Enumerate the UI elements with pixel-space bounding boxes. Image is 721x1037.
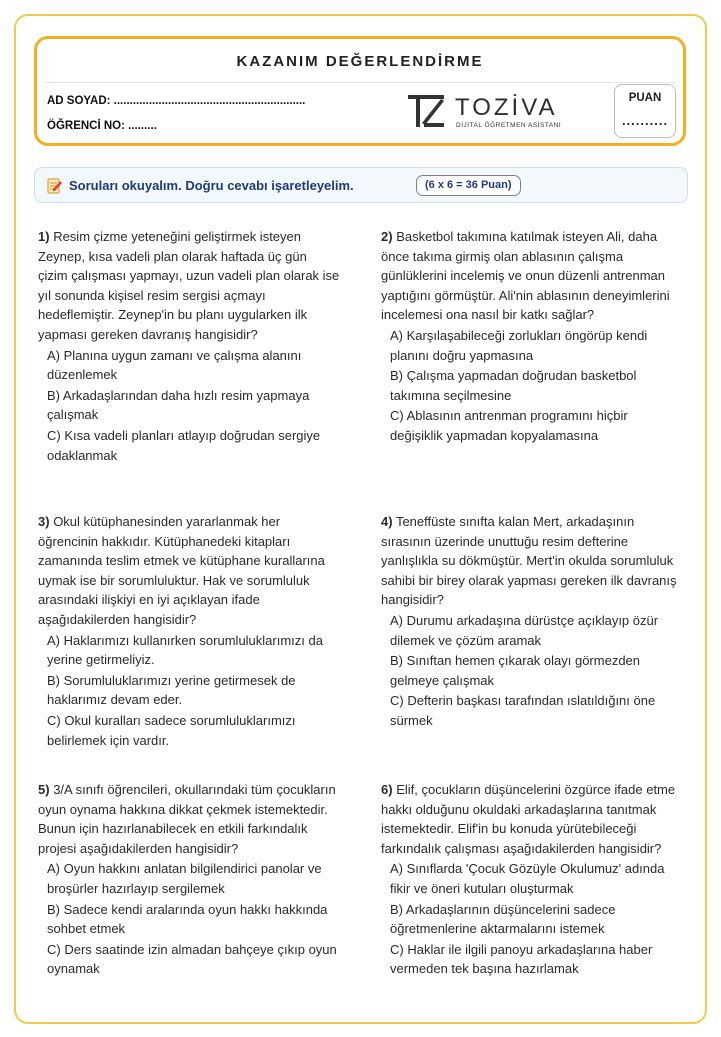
question-2: [381, 227, 683, 446]
question-number: 3): [38, 514, 50, 529]
question-stem: [381, 227, 683, 325]
score-label: PUAN: [628, 92, 662, 104]
option-a[interactable]: A) Haklarımızı kullanırken sorumluluklarımızı da yerine getirmeliyiz.: [47, 632, 323, 668]
question-text: Basketbol takımına katılmak isteyen Ali, daha önce takıma girmiş olan ablasının çalışma günlüklerini incelemiş ve onun düzenli antrenman yaptığını görmüştür. Ali'nin ablasının deneyimlerini incelemesi ona nasıl bir katkı sağlar?: [381, 229, 670, 323]
logo-name: TOZİVA: [455, 94, 558, 121]
question-text: Elif, çocukların düşüncelerini özgürce ifade etme hakkı olduğunu okuldaki arkadaşlarına tanıtmak istemektedir. Elif'in bu konuda yürütebileceği farkındalık çalışması aşağıdakilerden hangisidir?: [381, 782, 676, 856]
question-6: [381, 780, 683, 979]
score-box: [614, 84, 676, 138]
option-a[interactable]: A) Planına uygun zamanı ve çalışma alanını düzenlemek: [47, 347, 302, 383]
instruction-text: Soruları okuyalım. Doğru cevabı işaretleyelim.: [69, 178, 354, 193]
question-number: 1): [38, 229, 50, 244]
option-b[interactable]: B) Arkadaşlarından daha hızlı resim yapmaya çalışmak: [47, 387, 310, 423]
option-b[interactable]: B) Sadece kendi aralarında oyun hakkı hakkında sohbet etmek: [47, 901, 328, 937]
question-number: 2): [381, 229, 393, 244]
question-text: Okul kütüphanesinden yararlanmak her öğrencinin hakkıdır. Kütüphanedeki kitapları zamanında teslim etmek ve kütüphane kurallarına uymak ise bir sorumluluktur. Hak ve sorumluluk arasındaki ilişkiyi en iyi açıklayan ifade aşağıdakilerden hangisidir?: [38, 514, 325, 627]
question-number: 4): [381, 514, 393, 529]
title-divider: [45, 82, 675, 83]
question-stem: [38, 780, 340, 858]
question-text: 3/A sınıfı öğrencileri, okullarındaki tüm çocukların oyun oynama hakkına dikkat çekmek istemektedir. Bunun için hazırlanabilecek en etkili farkındalık projesi aşağıdakilerden hangisidir?: [38, 782, 336, 856]
logo-subtitle: DİJİTAL ÖĞRETMEN ASİSTANI: [456, 122, 562, 129]
question-1: [38, 227, 340, 465]
header-box: [34, 36, 686, 146]
option-b[interactable]: B) Sınıftan hemen çıkarak olayı görmezden gelmeye çalışmak: [390, 653, 641, 688]
question-stem: [381, 780, 683, 858]
page-title: KAZANIM DEĞERLENDİRME: [236, 53, 484, 70]
option-c[interactable]: C) Ablasının antrenman programını hiçbir değişiklik yapmadan kopyalamasına: [390, 408, 628, 443]
option-c[interactable]: C) Kısa vadeli planları atlayıp doğrudan sergiye odaklanmak: [47, 427, 321, 463]
question-text: Teneffüste sınıfta kalan Mert, arkadaşının sırasının üzerinde unuttuğu resim defterine yanlışlıkla su dökmüştür. Mert'in okulda sorumluluk sahibi bir birey olarak yapması gereken ilk davranış hangisidir?: [381, 514, 677, 608]
toziva-logo: [407, 92, 567, 132]
points-badge: (6 x 6 = 36 Puan): [416, 175, 521, 196]
instruction-bar: [34, 167, 688, 203]
memo-pencil-icon: [47, 177, 63, 195]
score-value-field[interactable]: ..........: [621, 113, 669, 128]
question-3: [38, 512, 340, 750]
question-stem: [38, 227, 340, 345]
logo-mark-icon: [407, 92, 445, 130]
name-field[interactable]: AD SOYAD: ............................................................: [47, 95, 306, 107]
option-c[interactable]: C) Okul kuralları sadece sorumluluklarımızı belirlemek için vardır.: [47, 712, 296, 748]
question-text: Resim çizme yeteneğini geliştirmek isteyen Zeynep, kısa vadeli plan olarak haftada üç gün çizim çalışması yapmayı, uzun vadeli plan olarak ise yıl sonunda kişisel resim sergisi açmayı hedeflemiştir. Zeynep'in bu planı uygularken ilk yapması gereken davranış hangisidir?: [38, 229, 340, 342]
question-number: 5): [38, 782, 50, 797]
option-b[interactable]: B) Çalışma yapmadan doğrudan basketbol takımına seçilmesine: [390, 368, 637, 403]
option-b[interactable]: B) Arkadaşlarının düşüncelerini sadece öğretmenlerine aktarmalarını istemek: [390, 901, 616, 937]
question-4: [381, 512, 683, 731]
question-stem: [38, 512, 340, 630]
question-stem: [381, 512, 683, 610]
option-c[interactable]: C) Haklar ile ilgili panoyu arkadaşlarına haber vermeden tek başına hazırlamak: [390, 941, 653, 977]
option-b[interactable]: B) Sorumluluklarımızı yerine getirmesek de haklarımız devam eder.: [47, 672, 296, 708]
option-c[interactable]: C) Defterin başkası tarafından ıslatıldığını öne sürmek: [390, 693, 656, 728]
option-a[interactable]: A) Karşılaşabileceği zorlukları öngörüp kendi planını doğru yapmasına: [390, 327, 648, 363]
option-a[interactable]: A) Oyun hakkını anlatan bilgilendirici panolar ve broşürler hazırlayıp sergilemek: [47, 861, 322, 896]
student-number-field[interactable]: ÖĞRENCİ NO: .........: [47, 120, 157, 132]
option-c[interactable]: C) Ders saatinde izin almadan bahçeye çıkıp oyun oynamak: [47, 941, 337, 977]
option-a[interactable]: A) Sınıflarda 'Çocuk Gözüyle Okulumuz' adında fikir ve öneri kutuları oluşturmak: [390, 861, 665, 896]
question-number: 6): [381, 782, 393, 797]
option-a[interactable]: A) Durumu arkadaşına dürüstçe açıklayıp özür dilemek ve çözüm aramak: [390, 612, 659, 648]
question-5: [38, 780, 340, 979]
